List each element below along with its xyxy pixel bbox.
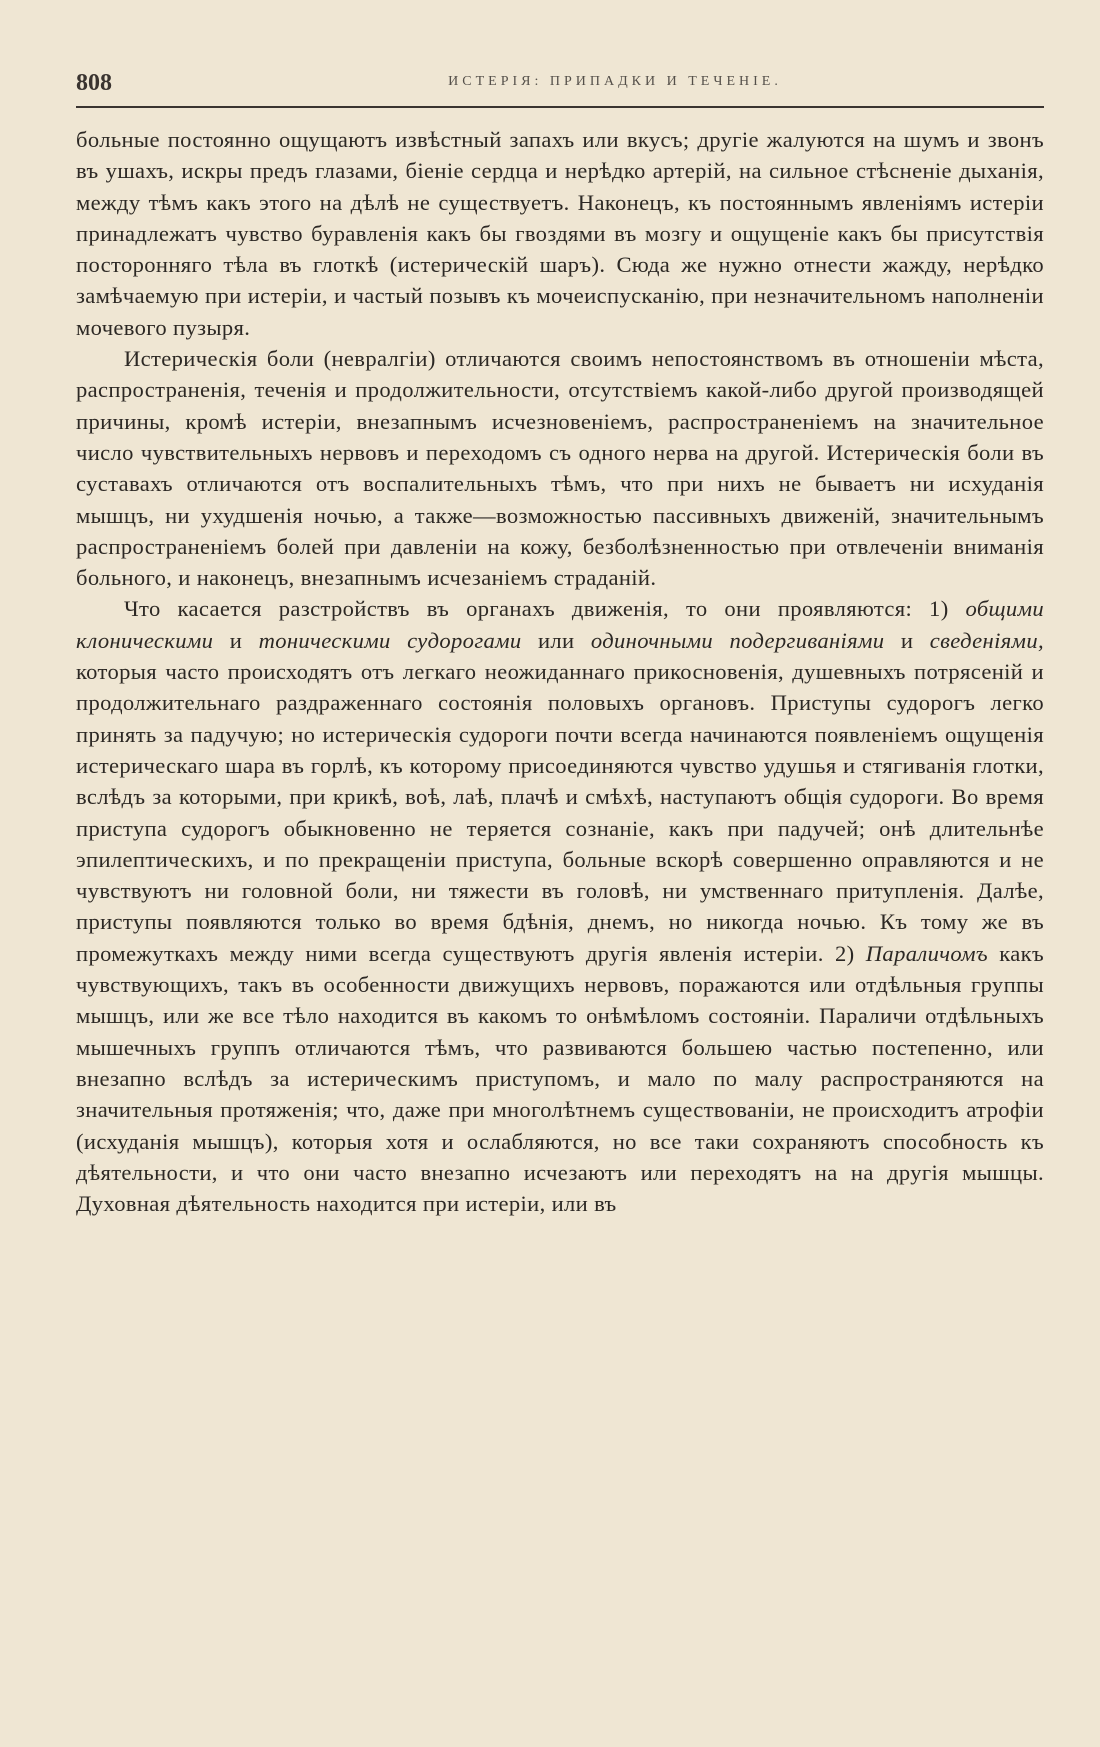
running-title: ИСТЕРІЯ: ПРИПАДКИ И ТЕЧЕНІЕ. — [448, 74, 782, 89]
paragraph-3-text: которыя часто происходятъ отъ легкаго неожиданнаго прикосновенія, душевныхъ потрясеній и продолжительнаго раздраженнаго состоянія половыхъ органовъ. Приступы судорогъ легко принять за падучую; но истерическія судороги почти всегда начинаются появленіемъ ощущенія истерическаго шара въ горлѣ, къ которому присоединяются чувство удушья и стягиванія глотки, вслѣдъ за которыми, при крикѣ, воѣ, лаѣ, плачѣ и смѣхѣ, наступаютъ общія судороги. Во время приступа судорогъ обыкновенно не теряется сознаніе, какъ при падучей; онѣ длительнѣе эпилептическихъ, и по прекращеніи приступа, больные вскорѣ совершенно оправляются и не чувствуютъ ни головной боли, ни тяжести въ головѣ, ни умственнаго притупленія. Далѣе, приступы появляются только во время бдѣнія, днемъ, но никогда ночью. Къ тому же въ промежуткахъ между ними всегда существуютъ другія явленія истеріи. 2) — [76, 659, 1044, 966]
paragraph-1: больные постоянно ощущаютъ извѣстный запахъ или вкусъ; другіе жалуются на шумъ и звонъ въ ушахъ, искры предъ глазами, біеніе сердца и нерѣдко артерій, на сильное стѣсненіе дыханія, между тѣмъ какъ этого на дѣлѣ не существуетъ. Наконецъ, къ постояннымъ явленіямъ истеріи принадлежатъ чувство буравленія какъ бы гвоздями въ мозгу и ощущеніе какъ бы присутствія посторонняго тѣла въ глоткѣ (истерическій шаръ). Сюда же нужно отнести жажду, нерѣдко замѣчаемую при истеріи, и частый позывъ къ мочеиспусканію, при незначительномъ наполненіи мочевого пузыря. — [76, 127, 1044, 340]
body-text — [76, 124, 1044, 1219]
paragraph-3-text: какъ чувствующихъ, такъ въ особенности движущихъ нервовъ, поражаются или отдѣльныя группы мышцъ, или же все тѣло находится въ какомъ то онѣмѣломъ состояніи. Параличи отдѣльныхъ мышечныхъ группъ отличаются тѣмъ, что развиваются большею частью постепенно, или внезапно вслѣдъ за истерическимъ приступомъ, и мало по малу распространяются на значительныя протяженія; что, даже при многолѣтнемъ существованіи, не происходитъ атрофіи (исхуданія мышцъ), которыя хотя и ослабляются, но все таки сохраняютъ способность къ дѣятельности, и что они часто внезапно исчезаютъ или переходятъ на на другія мышцы. Духовная дѣятельность находится при истеріи, или въ — [76, 940, 1044, 1217]
paragraph-3-text: или — [521, 627, 591, 653]
paragraph-3-text: и — [213, 627, 259, 653]
book-page — [76, 64, 1044, 1219]
page-number: 808 — [76, 70, 112, 96]
emphasis-tonic: тоническими судорогами — [258, 627, 522, 653]
paragraph-3 — [76, 593, 1044, 1219]
emphasis-paralysis: Параличомъ — [865, 940, 988, 966]
page-header — [76, 64, 1044, 104]
paragraph-2: Истерическія боли (невралгіи) отличаются своимъ непостоянствомъ въ отношеніи мѣста, распространенія, теченія и продолжительности, отсутствіемъ какой-либо другой производящей причины, кромѣ истеріи, внезапнымъ исчезновеніемъ, распространеніемъ на значительное число чувствительныхъ нервовъ и переходомъ съ одного нерва на другой. Истерическія боли въ суставахъ отличаются отъ воспалительныхъ тѣмъ, что при нихъ не бываетъ ни исхуданія мышцъ, ни ухудшенія ночью, а также—возможностью пассивныхъ движеній, значительнымъ распространеніемъ болей при давленіи на кожу, безболѣзненностью при отвлеченіи вниманія больного, и наконецъ, внезапнымъ исчезаніемъ страданій. — [76, 346, 1044, 591]
paragraph-3-text: Что касается разстройствъ въ органахъ движенія, то они проявляются: 1) — [124, 596, 966, 622]
header-rule — [76, 106, 1044, 108]
paragraph-3-text: и — [884, 627, 930, 653]
emphasis-twitching: одиночными подергиваніями — [590, 627, 885, 653]
emphasis-clonic: общими клоническими — [76, 596, 1044, 653]
emphasis-contractures: сведеніями, — [929, 627, 1044, 653]
